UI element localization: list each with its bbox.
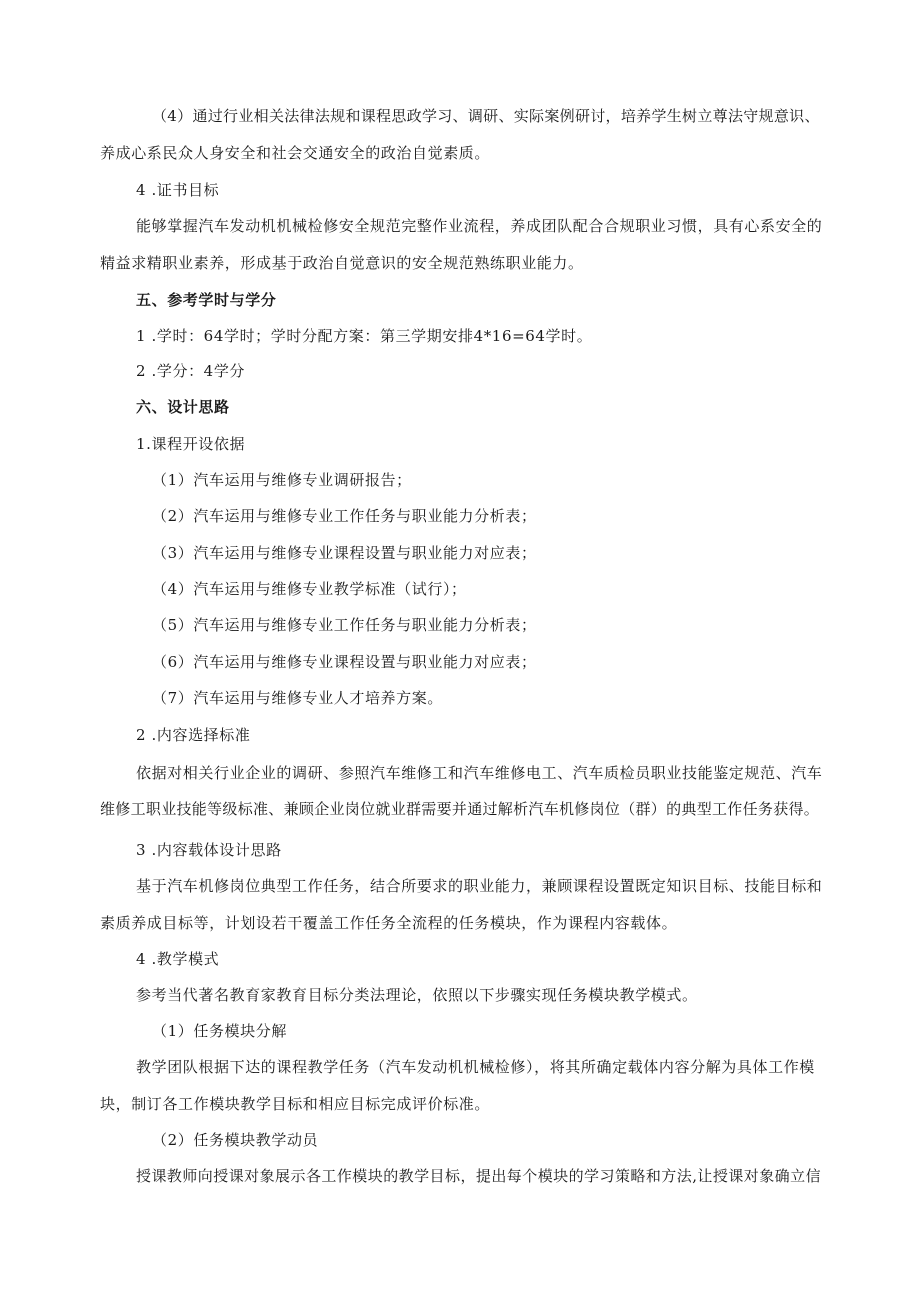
paragraph-line: 参考当代著名教育家教育目标分类法理论，依照以下步骤实现任务模块教学模式。 — [136, 986, 698, 1004]
paragraph-line: 基于汽车机修岗位典型工作任务，结合所要求的职业能力，兼顾课程设置既定知识目标、技能目标和 — [136, 877, 823, 895]
paragraph-line: 维修工职业技能等级标准、兼顾企业岗位就业群需要并通过解析汽车机修岗位（群）的典型工作任务获得。 — [100, 800, 820, 818]
paragraph-line: 能够掌握汽车发动机机械检修安全规范完整作业流程，养成团队配合合规职业习惯，具有心系安全的 — [136, 217, 823, 235]
section-subheading: 4 .教学模式 — [136, 950, 220, 968]
paragraph-line: 精益求精职业素养，形成基于政治自觉意识的安全规范熟练职业能力。 — [100, 254, 584, 272]
list-item: （3）汽车运用与维修专业课程设置与职业能力对应表； — [152, 544, 537, 562]
list-item: （7）汽车运用与维修专业人才培养方案。 — [152, 689, 443, 707]
section-subheading: 2 .内容选择标准 — [136, 726, 251, 744]
paragraph-line: 1 .学时：64学时；学时分配方案：第三学期安排4*16=64学时。 — [136, 327, 593, 345]
paragraph-line: 教学团队根据下达的课程教学任务（汽车发动机机械检修），将其所确定载体内容分解为具体工作模 — [136, 1058, 815, 1076]
paragraph-line: 授课教师向授课对象展示各工作模块的教学目标，提出每个模块的学习策略和方法,让授课对象确立信 — [136, 1167, 822, 1185]
list-item: （1）任务模块分解 — [152, 1022, 287, 1040]
list-item: （2）汽车运用与维修专业工作任务与职业能力分析表； — [152, 507, 537, 525]
list-item: （5）汽车运用与维修专业工作任务与职业能力分析表； — [152, 616, 537, 634]
section-heading: 五、参考学时与学分 — [136, 291, 277, 309]
section-subheading: 4 .证书目标 — [136, 181, 220, 199]
section-subheading: 3 .内容载体设计思路 — [136, 841, 282, 859]
paragraph-line: 养成心系民众人身安全和社会交通安全的政治自觉素质。 — [100, 144, 491, 162]
paragraph-line: 素质养成目标等，计划设若干覆盖工作任务全流程的任务模块，作为课程内容载体。 — [100, 914, 678, 932]
list-item: （2）任务模块教学动员 — [152, 1131, 319, 1149]
section-heading: 六、设计思路 — [136, 398, 230, 416]
section-subheading: 1.课程开设依据 — [136, 435, 246, 453]
paragraph-line: （4）通过行业相关法律法规和课程思政学习、调研、实际案例研讨，培养学生树立尊法守规意识、 — [152, 107, 820, 125]
paragraph-line: 2 .学分：4学分 — [136, 362, 246, 380]
list-item: （4）汽车运用与维修专业教学标准（试行）； — [152, 580, 467, 598]
list-item: （6）汽车运用与维修专业课程设置与职业能力对应表； — [152, 653, 537, 671]
paragraph-line: 依据对相关行业企业的调研、参照汽车维修工和汽车维修电工、汽车质检员职业技能鉴定规范、汽车 — [136, 764, 823, 782]
list-item: （1）汽车运用与维修专业调研报告； — [152, 471, 412, 489]
paragraph-line: 块，制订各工作模块教学目标和相应目标完成评价标准。 — [100, 1095, 491, 1113]
